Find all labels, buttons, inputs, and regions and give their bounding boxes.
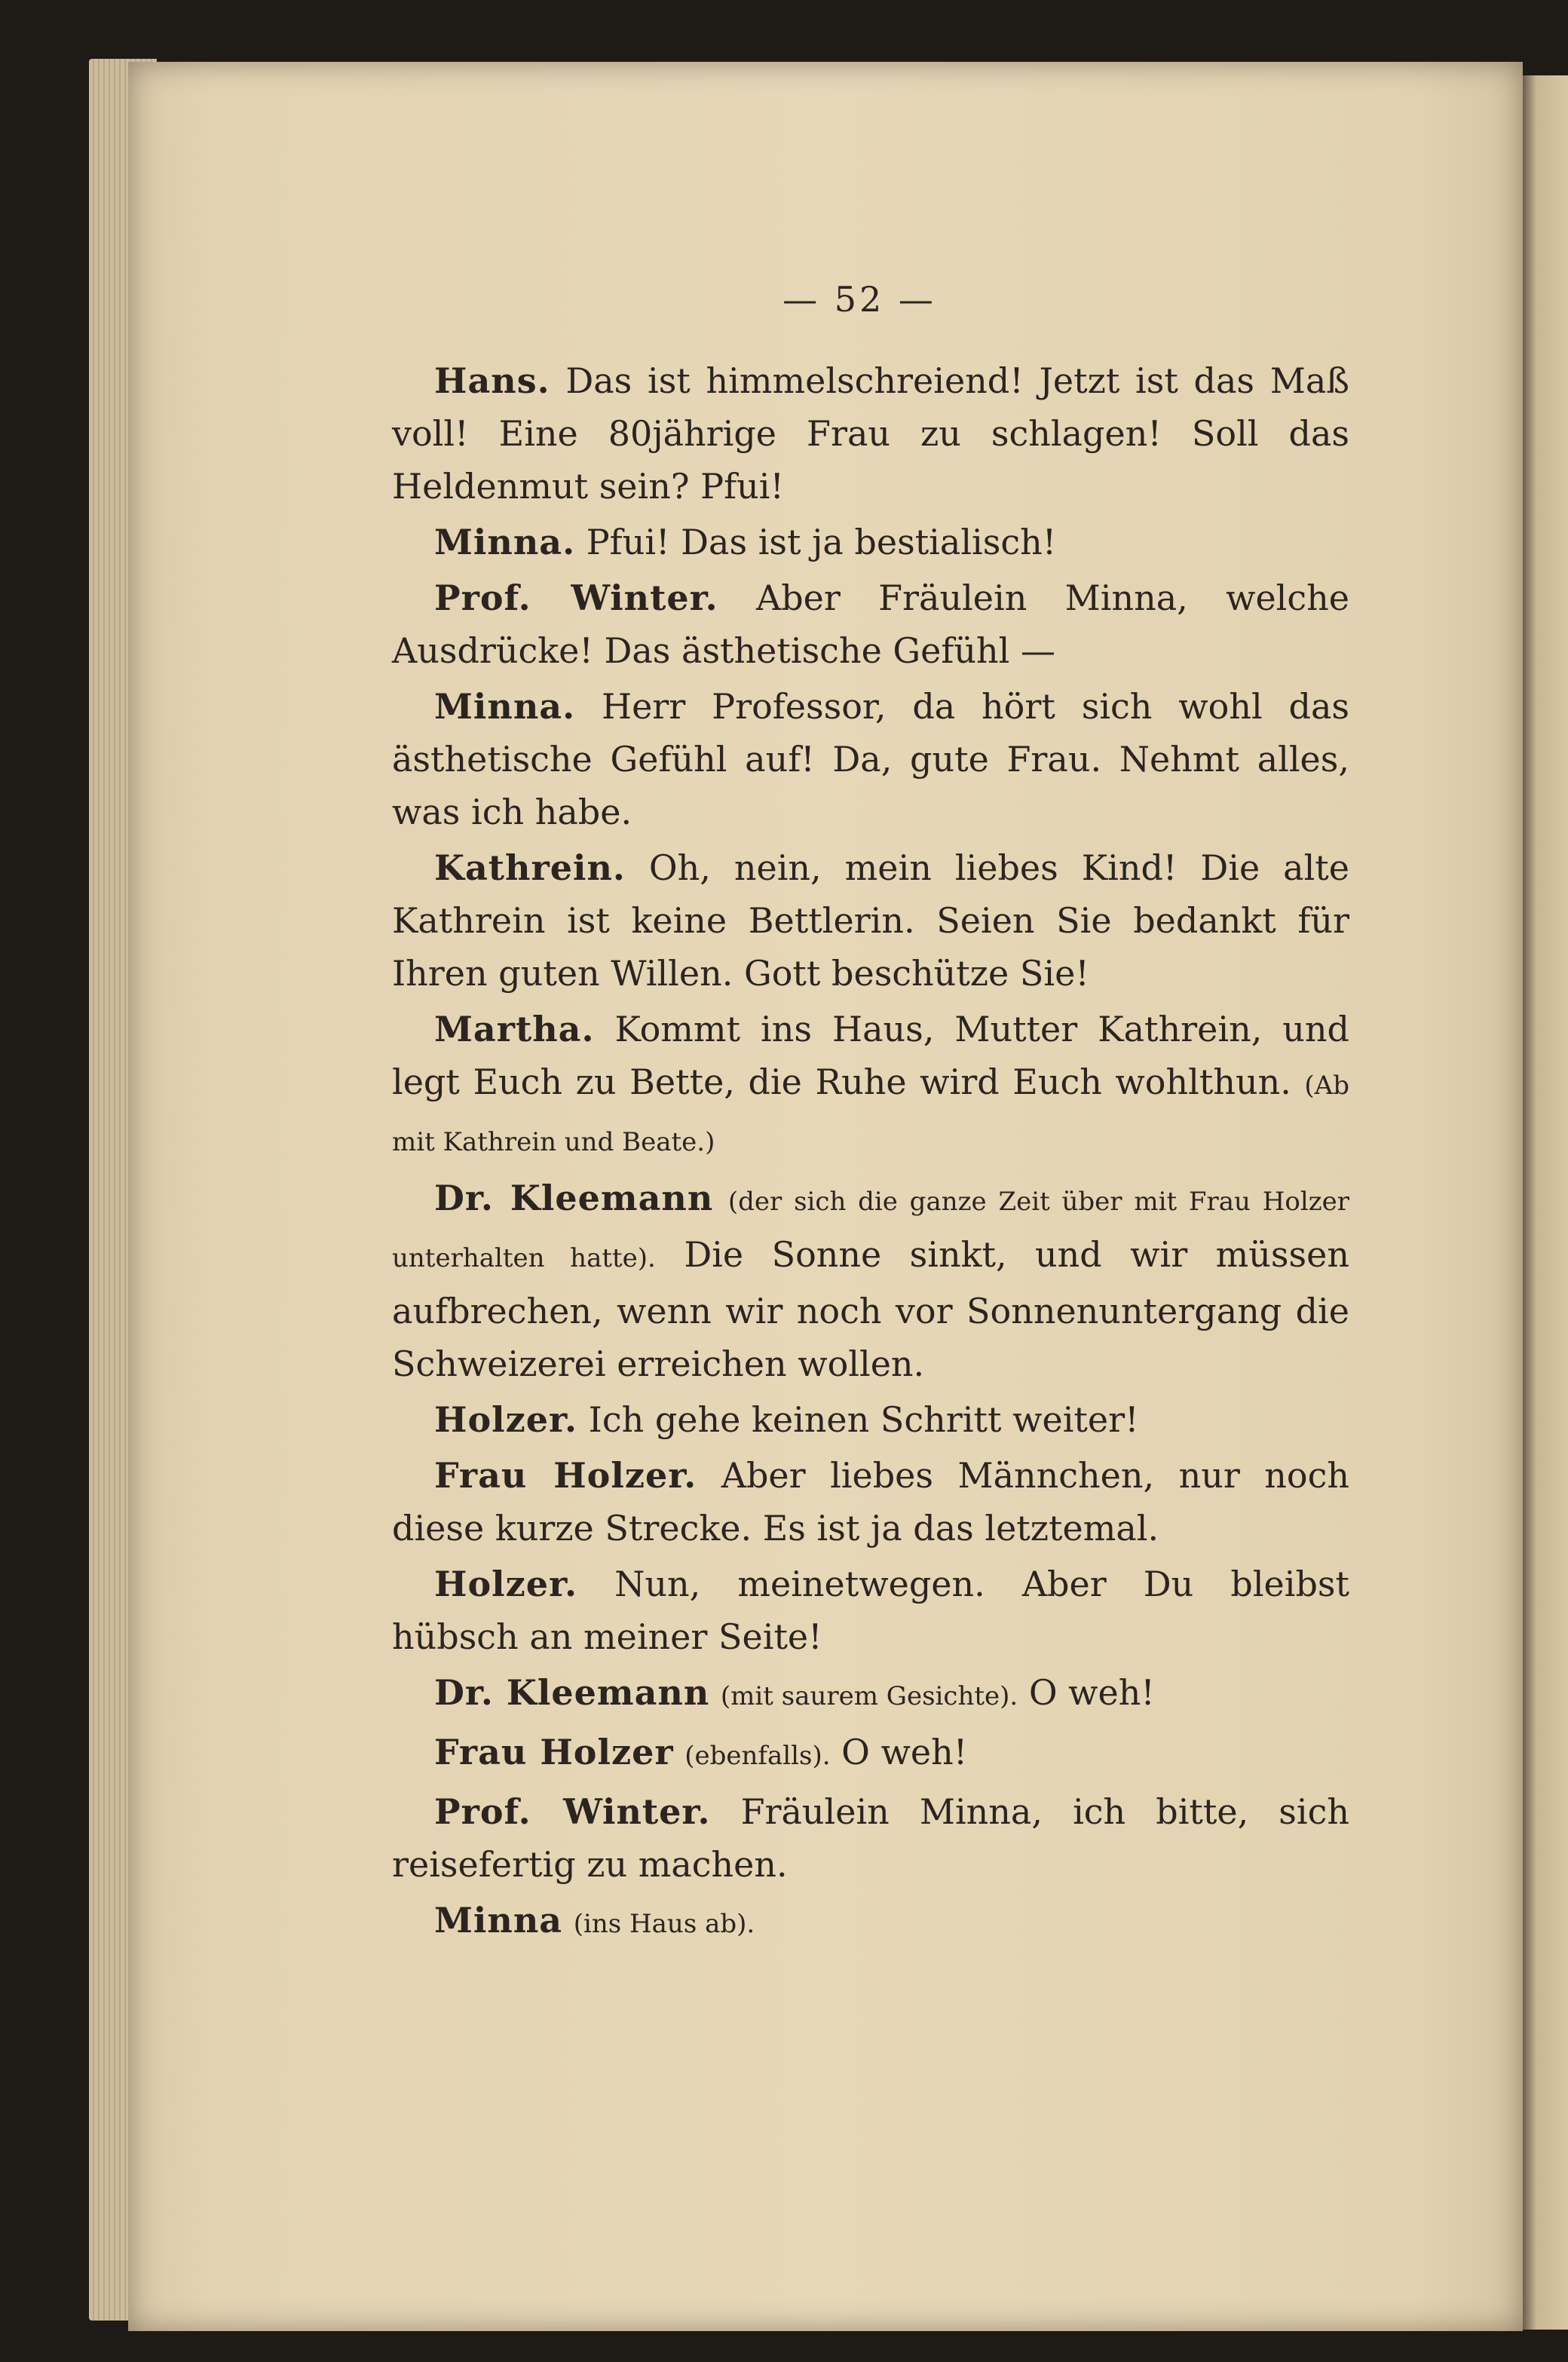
- paragraph: [392, 1172, 1349, 1390]
- speaker-name: Frau Holzer: [434, 1732, 674, 1772]
- stage-direction: (ebenfalls).: [684, 1741, 831, 1771]
- paragraph: [392, 516, 1349, 568]
- dialogue-text: O weh!: [1028, 1672, 1155, 1713]
- stage-direction: (ins Haus ab).: [573, 1909, 755, 1939]
- dialogue-text: Ich gehe keinen Schritt weiter!: [588, 1399, 1139, 1440]
- speaker-name: Prof. Winter.: [434, 1791, 711, 1832]
- speaker-name: Dr. Kleemann: [434, 1178, 714, 1218]
- paragraph: [392, 841, 1349, 1000]
- dialogue-text: Herr Professor, da hört sich wohl das ästhetische Gefühl auf! Da, gute Frau. Nehmt alles, was ich habe.: [392, 686, 1350, 832]
- dialogue-text: Aber liebes Männchen, nur noch diese kurze Strecke. Es ist ja das letztemal.: [392, 1455, 1350, 1549]
- speaker-name: Holzer.: [434, 1399, 578, 1440]
- facing-page-edge: [1523, 75, 1568, 2330]
- paragraph: [392, 1894, 1349, 1950]
- speaker-name: Dr. Kleemann: [434, 1672, 710, 1713]
- speaker-name: Kathrein.: [434, 847, 626, 888]
- paragraph: [392, 1449, 1349, 1555]
- page-number: — 52 —: [782, 279, 936, 320]
- speaker-name: Hans.: [434, 360, 550, 401]
- stage-direction: (mit saurem Gesichte).: [720, 1681, 1018, 1711]
- dialogue-text: Das ist himmelschreiend! Jetzt ist das Maß voll! Eine 80jährige Frau zu schlagen! Soll das Heldenmut sein? Pfui!: [392, 360, 1350, 507]
- dialogue-text: Die Sonne sinkt, und wir müssen aufbrechen, wenn wir noch vor Sonnenuntergang die Schweizerei erreichen wollen.: [392, 1234, 1349, 1384]
- speaker-name: Frau Holzer.: [434, 1455, 697, 1496]
- page-text: [392, 354, 1349, 1953]
- dialogue-text: Fräulein Minna, ich bitte, sich reisefertig zu machen.: [392, 1791, 1350, 1885]
- speaker-name: Minna.: [434, 686, 576, 727]
- paragraph: [392, 1666, 1349, 1723]
- speaker-name: Minna: [434, 1900, 563, 1941]
- paragraph: [392, 571, 1349, 677]
- dialogue-text: Pfui! Das ist ja bestialisch!: [586, 522, 1057, 562]
- dialogue-text: O weh!: [841, 1732, 968, 1772]
- paragraph: [392, 1785, 1349, 1891]
- dialogue-text: Kommt ins Haus, Mutter Kathrein, und legt Euch zu Bette, die Ruhe wird Euch wohlthun.: [392, 1009, 1349, 1102]
- paragraph: [392, 1393, 1349, 1446]
- speaker-name: Prof. Winter.: [434, 577, 718, 618]
- dialogue-text: Nun, meinetwegen. Aber Du bleibst hübsch an meiner Seite!: [392, 1564, 1350, 1657]
- paragraph: [392, 1003, 1349, 1169]
- speaker-name: Martha.: [434, 1009, 595, 1049]
- paragraph: [392, 354, 1349, 513]
- dialogue-text: Aber Fräulein Minna, welche Ausdrücke! Das ästhetische Gefühl —: [392, 577, 1349, 671]
- speaker-name: Minna.: [434, 522, 576, 562]
- paragraph: [392, 680, 1349, 838]
- speaker-name: Holzer.: [434, 1564, 578, 1604]
- dialogue-text: Oh, nein, mein liebes Kind! Die alte Kathrein ist keine Bettlerin. Seien Sie bedankt für Ihren guten Willen. Gott beschütze Sie!: [392, 847, 1350, 994]
- stage-direction: (der sich die ganze Zeit über mit Frau Holzer unterhalten hatte).: [392, 1187, 1349, 1273]
- stage-direction: (Ab mit Kathrein und Beate.): [392, 1071, 1350, 1157]
- paragraph: [392, 1558, 1349, 1663]
- paragraph: [392, 1726, 1349, 1782]
